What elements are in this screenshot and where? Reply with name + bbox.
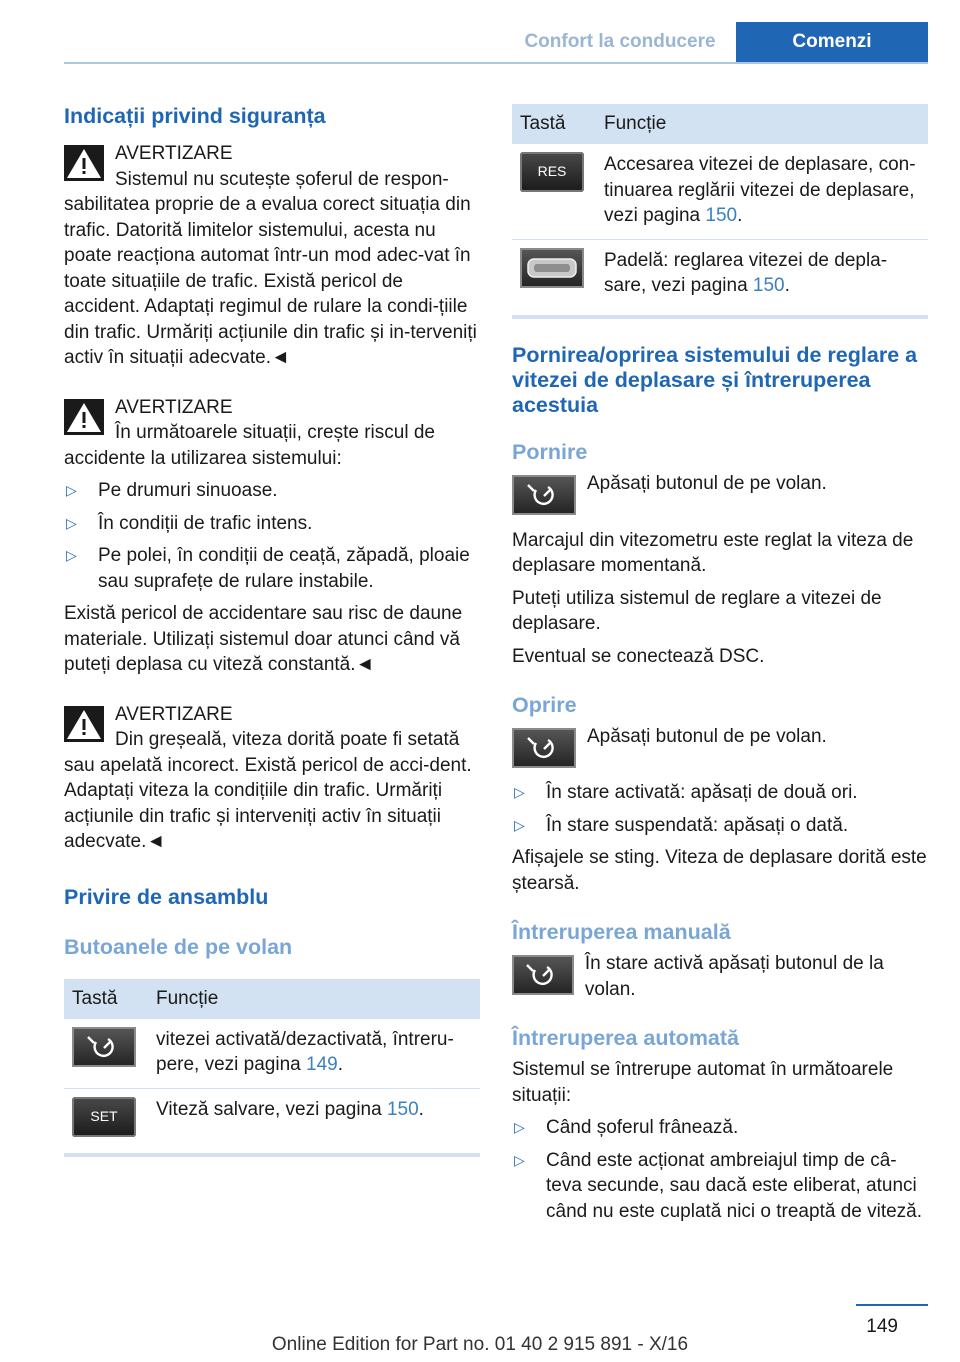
warning-label: AVERTIZARE [115, 703, 233, 725]
rocker-switch-icon [520, 248, 584, 288]
pornire-press-row [512, 472, 928, 515]
row-text-end: . [784, 275, 790, 296]
pornire-heading: Pornire [512, 439, 588, 464]
table-row [64, 1019, 480, 1089]
list-item: ▷ Când șoferul frânează. [512, 1115, 928, 1141]
manual-heading: Întreruperea manuală [512, 920, 731, 944]
oprire-paragraph: Afișajele se sting. Viteza de deplasare dorită este ștearsă. [512, 847, 927, 894]
triangle-bullet-icon: ▷ [66, 482, 77, 498]
warning-triangle-icon [64, 399, 104, 435]
warning-text: Există pericol de accidentare sau risc de daune materiale. Utilizați sistemul doar atunci când vă puteți deplasa cu viteză constantă.◄ [64, 603, 463, 675]
warning-2 [64, 395, 480, 472]
page-link[interactable]: 150 [386, 1098, 419, 1120]
list-item: ▷ În stare activată: apăsați de două ori. [512, 780, 928, 806]
warning-label: AVERTIZARE [115, 396, 233, 418]
triangle-bullet-icon: ▷ [66, 514, 77, 531]
table-header-function: Funcție [148, 979, 480, 1019]
list-item: ▷ Pe polei, în condiții de ceață, zăpadă, ploaie sau suprafețe de rulare instabile. [66, 545, 470, 592]
triangle-bullet-icon: ▷ [514, 1151, 525, 1168]
auto-intro: Sistemul se întrerupe automat în următoarele situații: [512, 1059, 894, 1106]
footer-rule [856, 1304, 928, 1306]
auto-bullets [512, 1115, 928, 1224]
cruise-control-button-icon [512, 955, 574, 995]
oprire-bullets [512, 780, 928, 838]
row-text-end: . [337, 1054, 343, 1075]
warning-triangle-icon [64, 706, 104, 742]
table-header-function: Funcție [596, 104, 928, 144]
auto-heading: Întreruperea automată [512, 1026, 740, 1050]
warning-first-line: Din greșeală, viteza dorită poate fi setată [115, 729, 460, 750]
page-link[interactable]: 149 [306, 1054, 338, 1075]
table-end-rule [512, 315, 928, 319]
triangle-bullet-icon: ▷ [514, 784, 525, 800]
warning-label: AVERTIZARE [115, 143, 233, 164]
table-end-rule [64, 1153, 480, 1157]
list-item: ▷ În stare suspendată: apăsați o dată. [512, 813, 928, 839]
row-text: Viteză salvare, vezi pagina [156, 1098, 387, 1120]
page-link[interactable]: 150 [752, 275, 785, 296]
row-text: Accesarea vitezei de deplasare, con-tinuarea reglării vitezei de deplasare, vezi pagina [604, 154, 916, 226]
oprire-heading: Oprire [512, 693, 577, 717]
row-text: vitezei activată/dezactivată, întreru-pere, vezi pagina [156, 1028, 454, 1075]
warning-1 [64, 141, 480, 371]
triangle-bullet-icon: ▷ [514, 1119, 525, 1135]
oprire-press-text: Apăsați butonul de pe volan. [587, 726, 827, 747]
row-text-end: . [737, 205, 743, 226]
header-section-tab: Confort la conducere [524, 31, 716, 52]
list-item: ▷ În condiții de trafic intens. [64, 511, 480, 537]
row-text-end: . [418, 1098, 424, 1120]
table-header-key: Tastă [64, 979, 148, 1019]
table-row [512, 239, 928, 309]
table-row [64, 1088, 480, 1147]
overview-heading: Privire de ansamblu [64, 884, 269, 909]
pornire-paragraph: Puteți utiliza sistemul de reglare a vitezei de deplasare. [512, 587, 882, 634]
start-stop-heading: Pornirea/oprirea sistemului de reglare a vitezei de deplasare și întreruperea acestuia [512, 342, 918, 417]
triangle-bullet-icon: ▷ [514, 816, 525, 833]
pornire-paragraph: Eventual se conectează DSC. [512, 645, 765, 667]
cruise-control-button-icon [512, 475, 576, 515]
right-column [512, 104, 928, 1224]
pornire-paragraph: Marcajul din vitezometru este reglat la viteza de deplasare momentană. [512, 529, 914, 576]
triangle-bullet-icon: ▷ [66, 547, 77, 563]
table-header-key: Tastă [512, 104, 596, 144]
oprire-press-row [512, 728, 928, 768]
cruise-control-button-icon [72, 1027, 136, 1067]
table-row [512, 144, 928, 239]
warning-first-line: Sistemul nu scutește șoferul de respon- [115, 168, 449, 190]
res-key-icon: RES [520, 152, 584, 192]
list-item: ▷ Pe drumuri sinuoase. [64, 478, 480, 504]
warning-3 [64, 702, 480, 855]
manual-press-row [512, 955, 928, 1002]
warning-text: sau apelată incorect. Există pericol de acci-dent. Adaptați viteza la condițiile din trafic. Urmăriți acțiunile din trafic și interveniți activ în situații adecvate.◄ [64, 754, 472, 852]
warning-bullets [64, 478, 480, 594]
left-column [64, 104, 480, 1157]
manual-press-text: În stare activă apăsați butonul de la volan. [584, 953, 884, 1000]
pornire-press-text: Apăsați butonul de pe volan. [587, 472, 827, 494]
safety-heading: Indicații privind siguranța [64, 104, 326, 128]
buttons-heading: Butoanele de pe volan [64, 934, 293, 959]
page-number: 149 [866, 1316, 898, 1337]
warning-text: sabilitatea proprie de a evalua corect situația din trafic. Datorită limitelor sistemului, acesta nu poate reacționa automat într-un mod adec-vat în toate situațiile de trafic. Există pericol de accident. Adaptați regimul de rulare la condi-țiile din trafic. Urmăriți acțiunile din trafic și in-terveniți activ în situații adecvate.◄ [64, 194, 477, 368]
page-link[interactable]: 150 [705, 205, 738, 226]
warning-first-line: În următoarele situații, crește riscul de [115, 422, 435, 443]
warning-text: accidente la utilizarea sistemului: [64, 447, 342, 469]
cruise-control-button-icon [512, 728, 576, 768]
set-key-icon: SET [72, 1097, 136, 1137]
warning-triangle-icon [64, 145, 104, 181]
header-chapter-tab: Comenzi [736, 22, 928, 62]
right-key-table [512, 104, 928, 319]
header-rule [64, 62, 928, 64]
left-key-table [64, 979, 480, 1157]
list-item: ▷ Când este acționat ambreiajul timp de câ-teva secunde, sau dacă este eliberat, atunci când nu este cuplată nici o treaptă de viteză. [514, 1149, 923, 1222]
edition-footer: Online Edition for Part no. 01 40 2 915 891 - X/16 [271, 1334, 689, 1355]
row-text: Padelă: reglarea vitezei de depla-sare, vezi pagina [604, 249, 888, 296]
